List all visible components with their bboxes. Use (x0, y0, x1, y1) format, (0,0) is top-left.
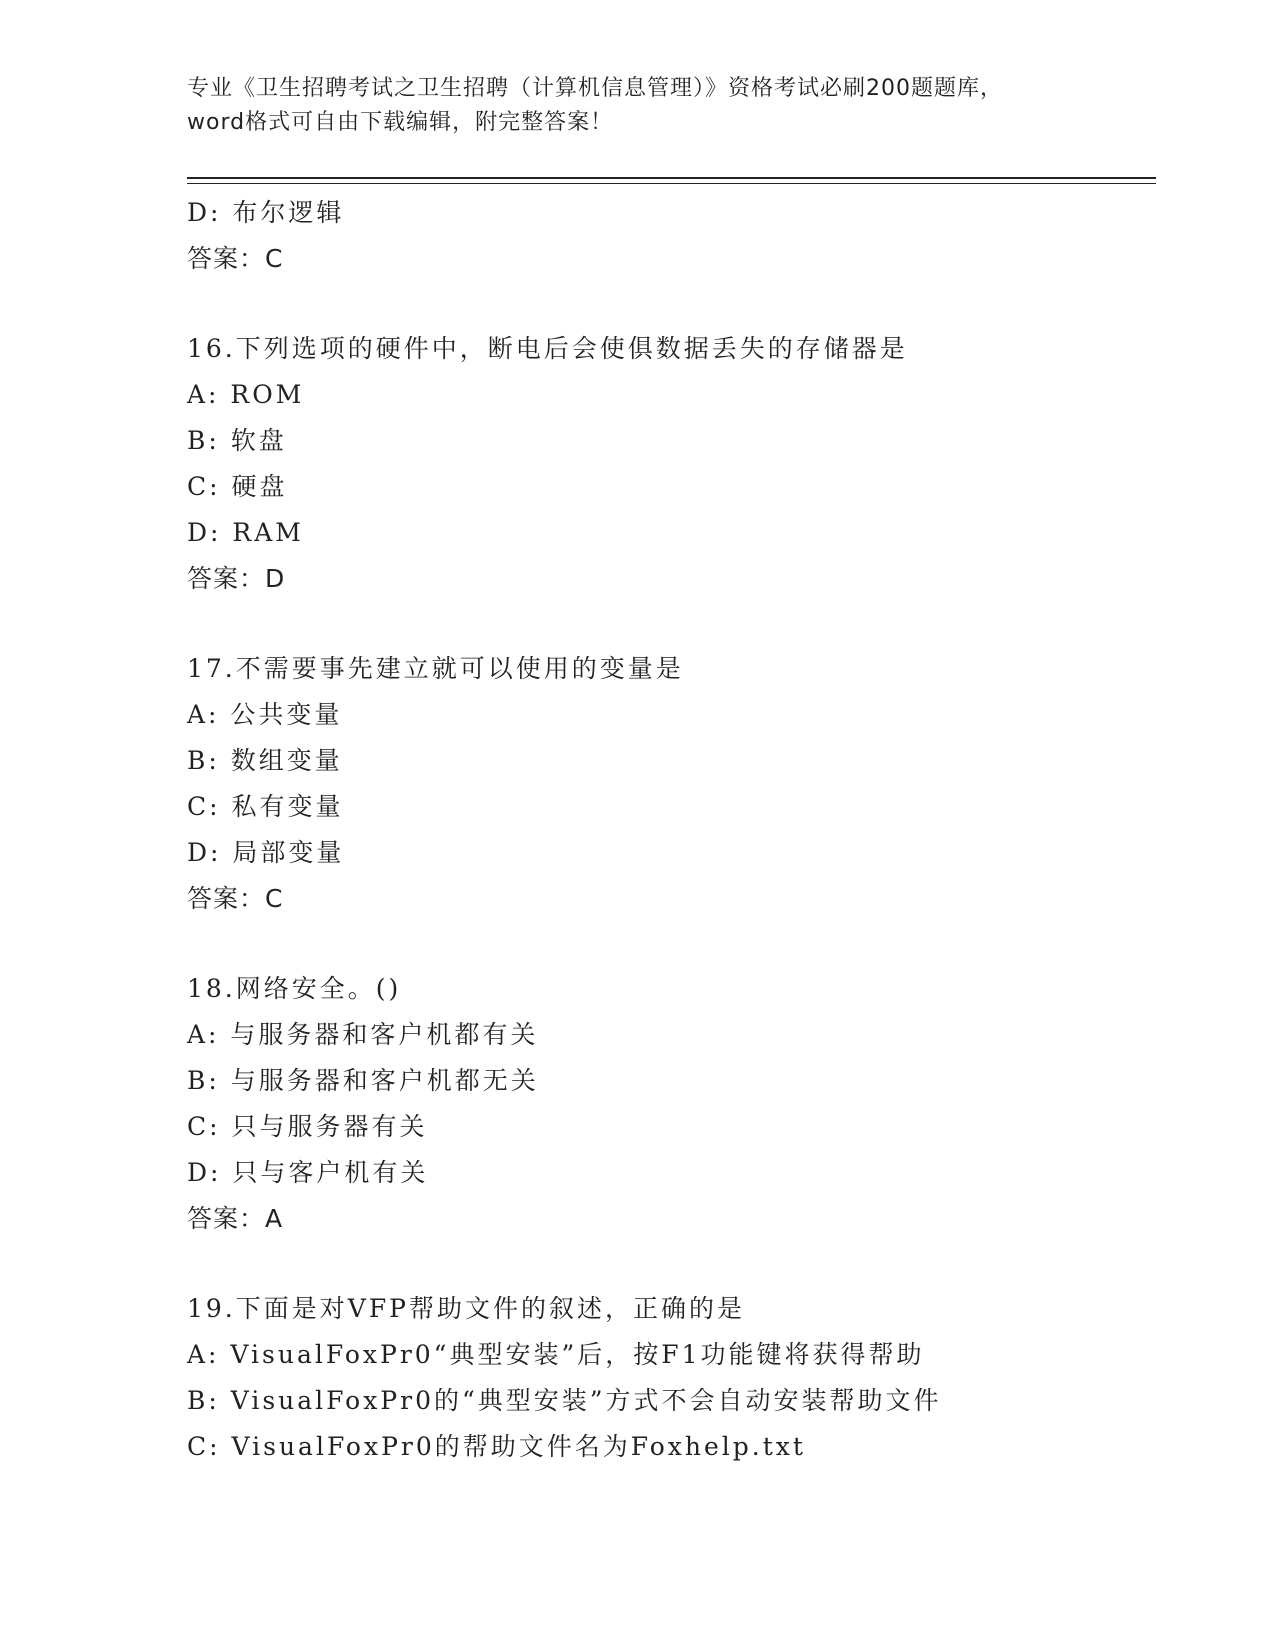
option-a: A: 与服务器和客户机都有关 (187, 1020, 539, 1049)
question-16 (187, 326, 1156, 602)
header-title-line-2: word格式可自由下载编辑，附完整答案！ (187, 110, 614, 135)
header-title-line-1: 专业《卫生招聘考试之卫生招聘（计算机信息管理）》资格考试必刷200题题库， (187, 76, 1003, 101)
question-list (187, 190, 1156, 1470)
option-d: D: RAM (187, 518, 304, 547)
option-d: D: 只与客户机有关 (187, 1158, 429, 1187)
option-c: C: 硬盘 (187, 472, 288, 501)
option-c: C: VisualFoxPr0的帮助文件名为Foxhelp.txt (187, 1432, 806, 1461)
question-text: 16.下列选项的硬件中，断电后会使俱数据丢失的存储器是 (187, 334, 908, 363)
option-a: A: ROM (187, 380, 305, 409)
option-b: B: 软盘 (187, 426, 287, 455)
page-header (187, 72, 1087, 140)
option-a: A: VisualFoxPr0“典型安装”后，按F1功能键将获得帮助 (187, 1340, 925, 1369)
option-d: D: 布尔逻辑 (187, 198, 345, 227)
question-17 (187, 646, 1156, 922)
header-divider-top (187, 177, 1156, 179)
answer-line: 答案：C (187, 884, 284, 913)
option-d: D: 局部变量 (187, 838, 345, 867)
question-text: 17.不需要事先建立就可以使用的变量是 (187, 654, 684, 683)
answer-line: 答案：C (187, 244, 284, 273)
question-15-tail (187, 190, 1156, 282)
option-a: A: 公共变量 (187, 700, 343, 729)
option-c: C: 只与服务器有关 (187, 1112, 428, 1141)
question-18 (187, 966, 1156, 1242)
question-19 (187, 1286, 1156, 1470)
question-text: 18.网络安全。() (187, 974, 402, 1003)
header-divider-bottom (187, 183, 1156, 184)
option-b: B: 数组变量 (187, 746, 343, 775)
option-b: B: VisualFoxPr0的“典型安装”方式不会自动安装帮助文件 (187, 1386, 942, 1415)
answer-line: 答案：D (187, 564, 286, 593)
answer-line: 答案：A (187, 1204, 284, 1233)
option-c: C: 私有变量 (187, 792, 344, 821)
option-b: B: 与服务器和客户机都无关 (187, 1066, 539, 1095)
question-text: 19.下面是对VFP帮助文件的叙述，正确的是 (187, 1294, 745, 1323)
